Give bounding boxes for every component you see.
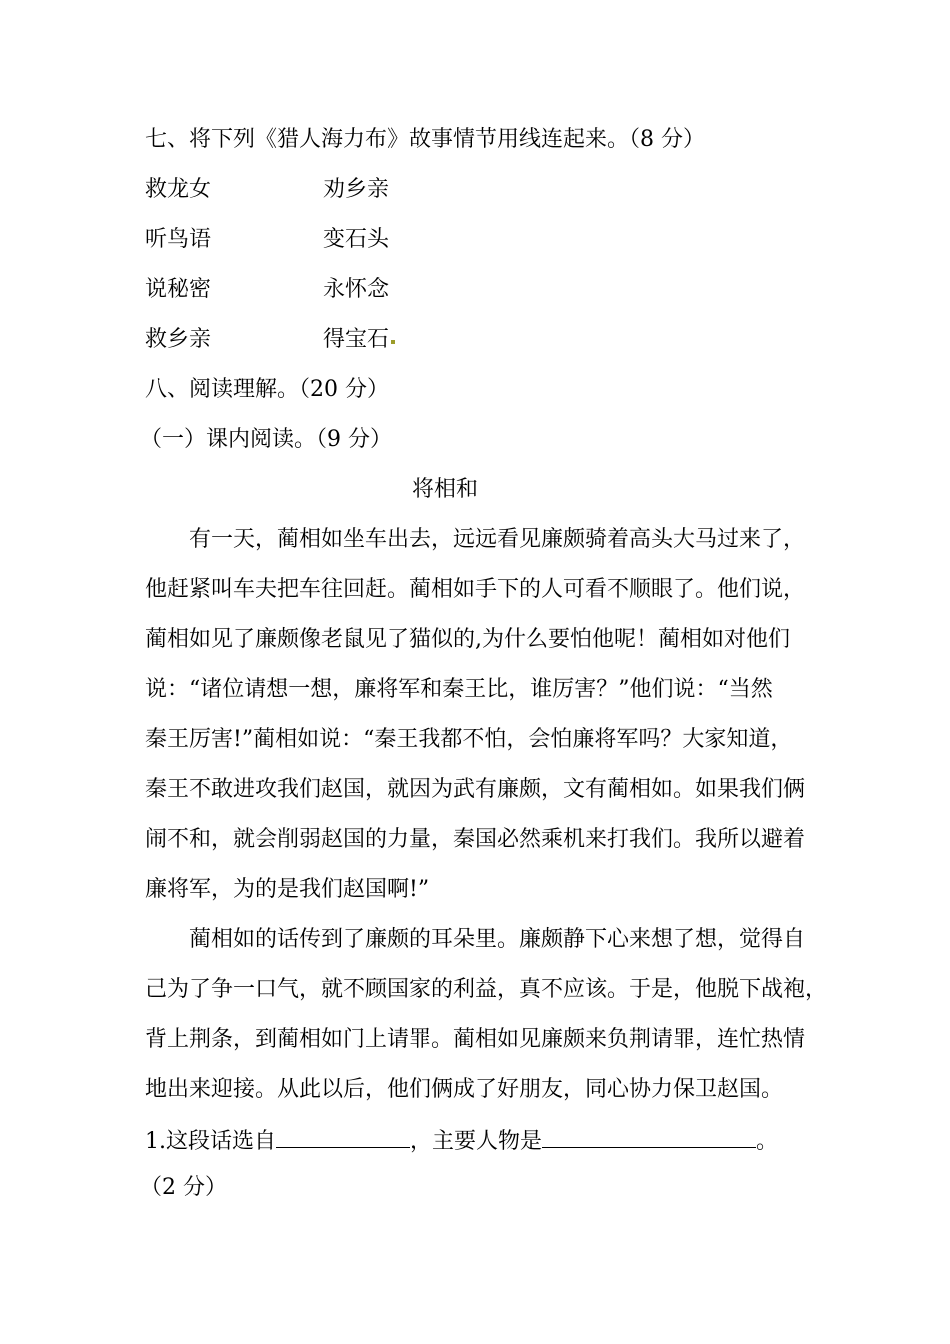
passage-title: 将相和 xyxy=(411,477,478,502)
question-1-middle: ，主要人物是 xyxy=(410,1129,543,1154)
p1-line-5: 秦王厉害!”蔺相如说：“秦王我都不怕，会怕廉将军吗？大家知道， xyxy=(145,727,793,752)
p1-line-7: 闹不和，就会削弱赵国的力量，秦国必然乘机来打我们。我所以避着 xyxy=(145,827,806,852)
right-item-4: 得宝石 xyxy=(323,327,390,352)
p1-line-6: 秦王不敢进攻我们赵国，就因为武有廉颇，文有蔺相如。如果我们俩 xyxy=(145,777,806,802)
section8-subheading: （一）课内阅读。（9 分） xyxy=(140,427,392,452)
p2-line-3: 背上荆条，到蔺相如门上请罪。蔺相如见廉颇来负荆请罪，连忙热情 xyxy=(145,1027,806,1052)
right-item-1: 劝乡亲 xyxy=(323,177,390,202)
answer-blank-source[interactable] xyxy=(276,1125,410,1148)
left-item-4: 救乡亲 xyxy=(145,327,212,352)
right-item-3: 永怀念 xyxy=(323,277,390,302)
p1-line-2: 他赶紧叫车夫把车往回赶。蔺相如手下的人可看不顺眼了。他们说， xyxy=(145,577,806,602)
question-1-prefix: 1.这段话选自 xyxy=(145,1129,276,1154)
right-item-4-wrap xyxy=(323,325,395,355)
p2-line-4: 地出来迎接。从此以后，他们俩成了好朋友，同心协力保卫赵国。 xyxy=(145,1077,784,1102)
right-item-2: 变石头 xyxy=(323,227,390,252)
left-item-1: 救龙女 xyxy=(145,177,212,202)
p1-line-1: 有一天，蔺相如坐车出去，远远看见廉颇骑着高头大马过来了， xyxy=(189,527,806,552)
section8-heading: 八、阅读理解。（20 分） xyxy=(145,377,389,402)
section7-heading: 七、将下列《猎人海力布》故事情节用线连起来。（8 分） xyxy=(145,127,705,152)
p1-line-3: 蔺相如见了廉颇像老鼠见了猫似的,为什么要怕他呢！蔺相如对他们 xyxy=(145,627,790,652)
answer-blank-characters[interactable] xyxy=(542,1125,756,1148)
p2-line-1: 蔺相如的话传到了廉颇的耳朵里。廉颇静下心来想了想，觉得自 xyxy=(189,927,806,952)
stray-dot xyxy=(391,340,395,344)
question-1-suffix: 。 xyxy=(756,1129,779,1154)
left-item-2: 听鸟语 xyxy=(145,227,212,252)
left-item-3: 说秘密 xyxy=(145,277,212,302)
question-1-points: （2 分） xyxy=(140,1175,227,1200)
p2-line-2: 己为了争一口气，就不顾国家的利益，真不应该。于是，他脱下战袍， xyxy=(145,977,828,1002)
p1-line-8: 廉将军，为的是我们赵国啊!” xyxy=(145,877,430,902)
p1-line-4: 说：“诸位请想一想，廉将军和秦王比，谁厉害？”他们说：“当然 xyxy=(145,677,773,702)
question-1 xyxy=(145,1125,778,1157)
